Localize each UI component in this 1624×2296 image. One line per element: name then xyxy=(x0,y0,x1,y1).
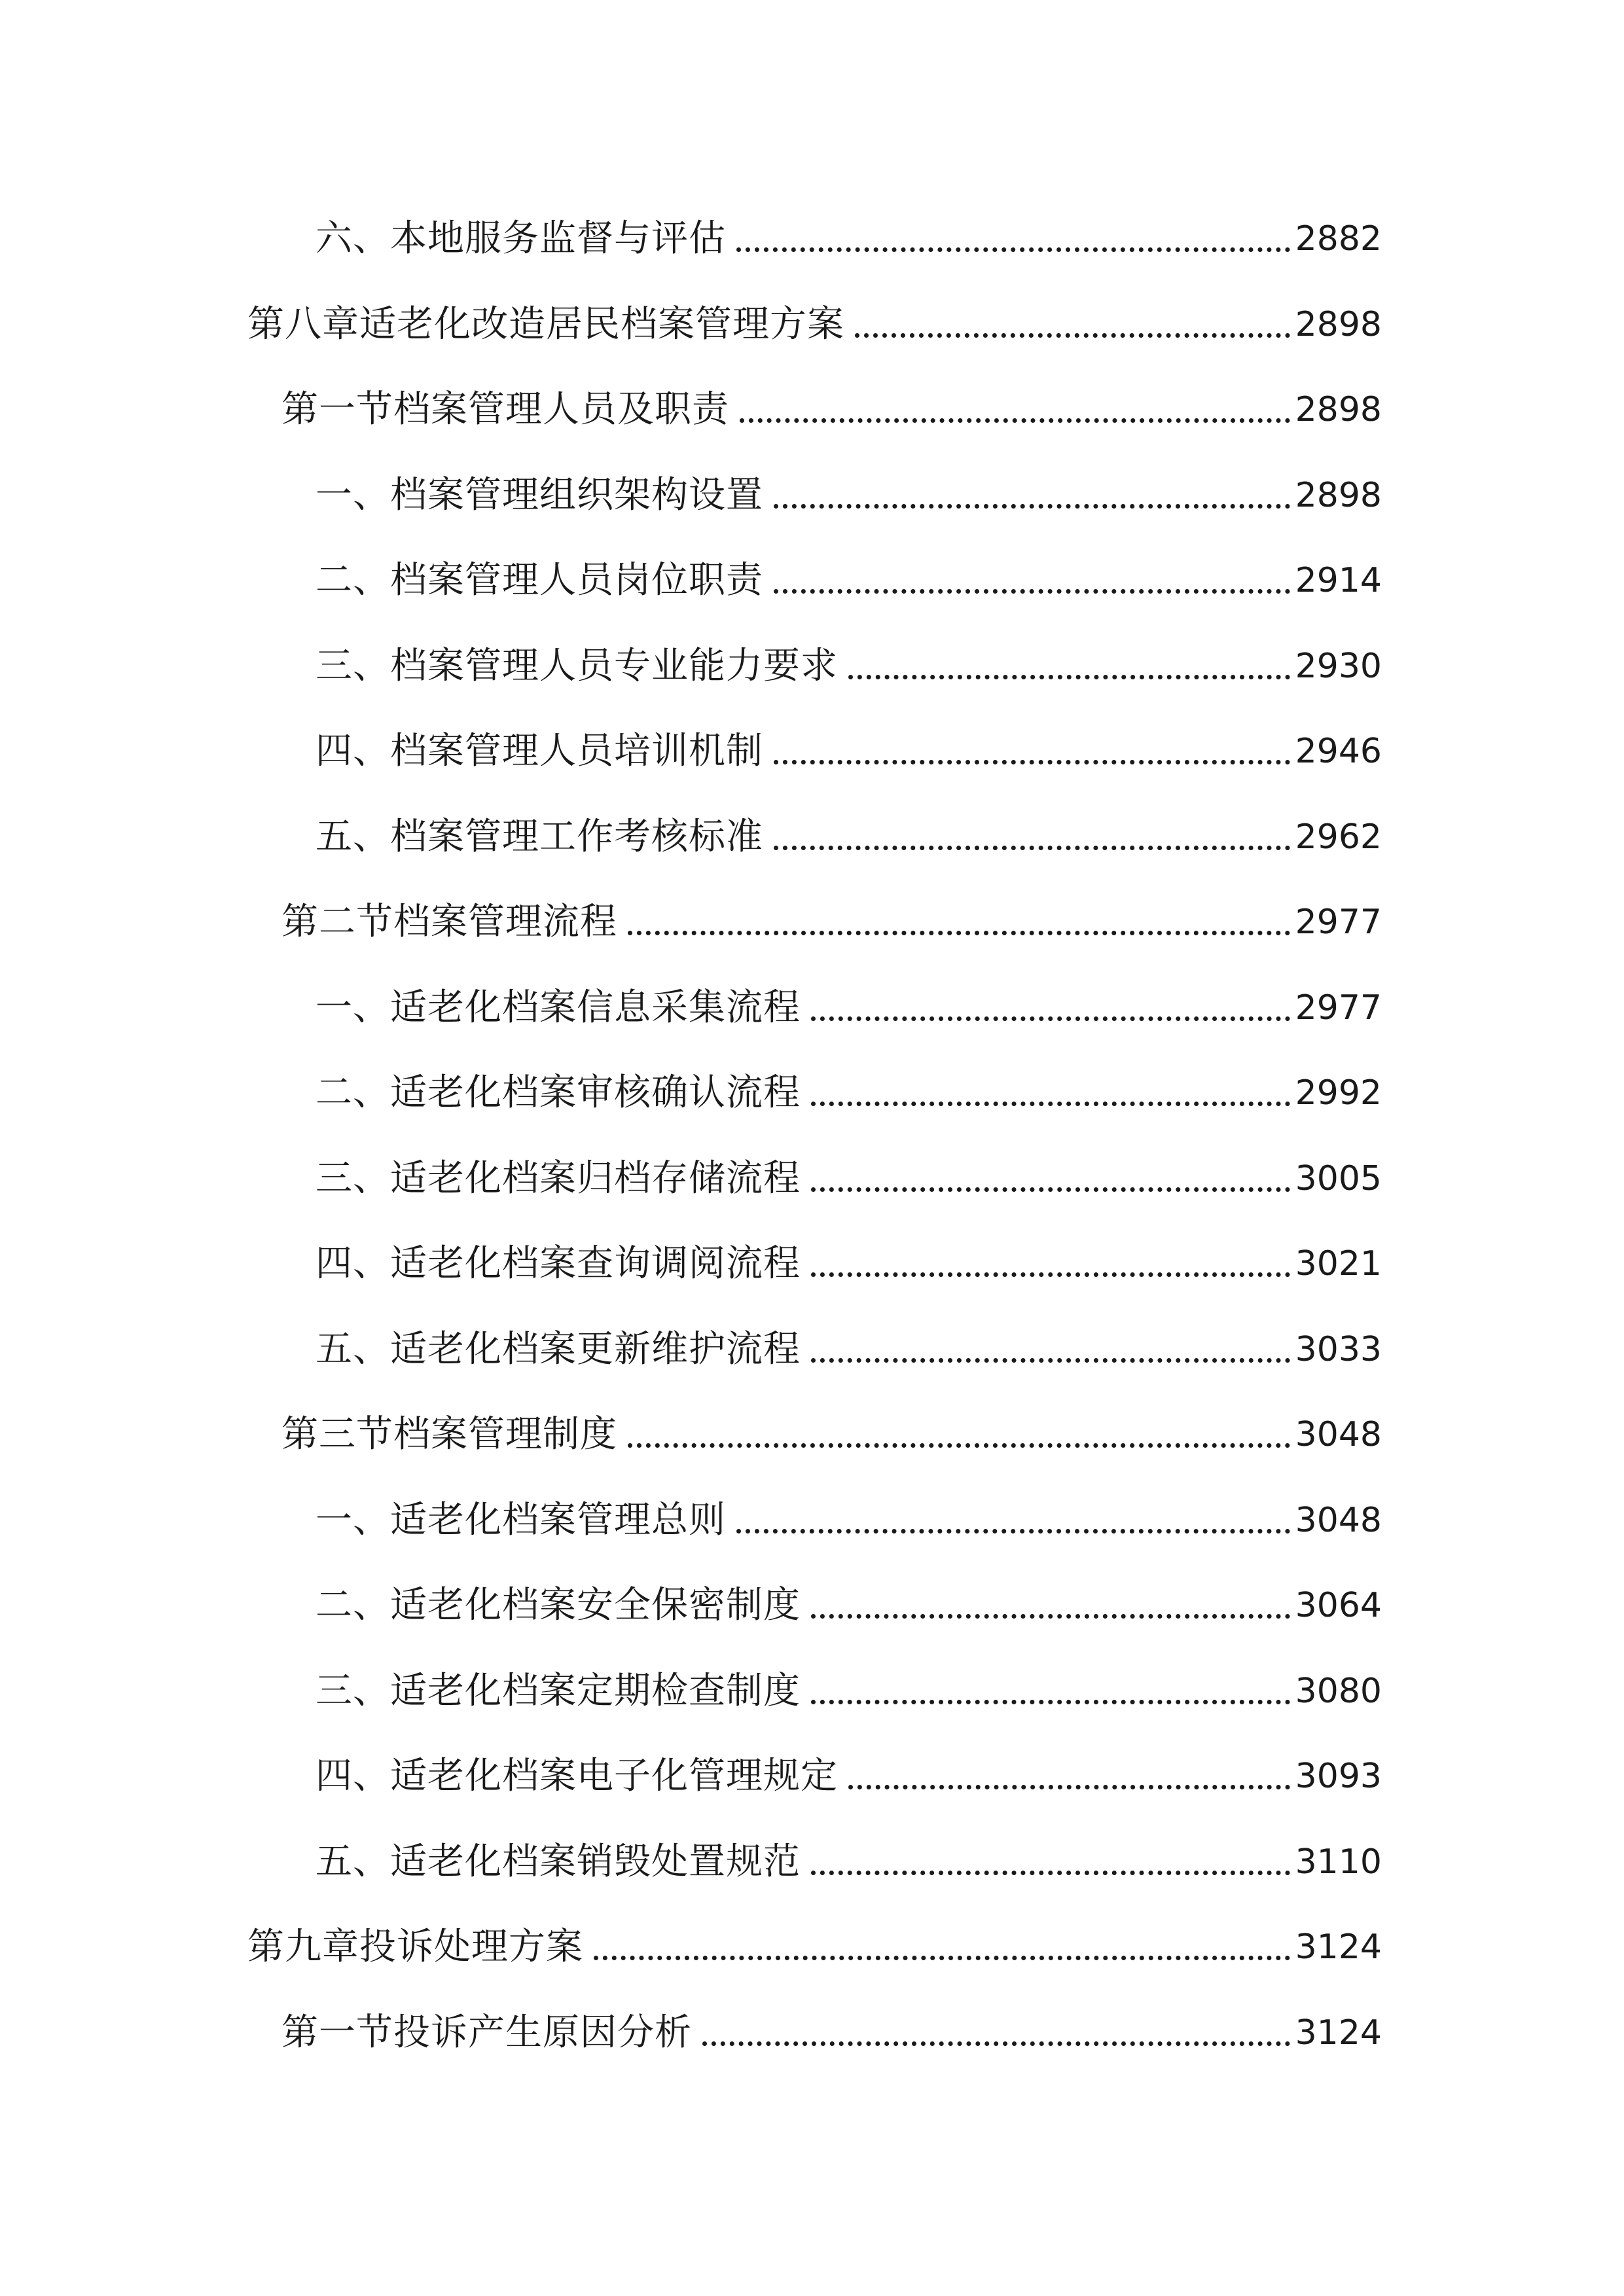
toc-entry[interactable] xyxy=(316,1579,1382,1632)
toc-entry[interactable] xyxy=(316,1323,1382,1376)
toc-entry-title: 六、本地服务监督与评估 xyxy=(316,217,726,260)
toc-entry[interactable] xyxy=(316,1153,1382,1205)
toc-entry-title: 四、档案管理人员培训机制 xyxy=(316,730,763,772)
toc-entry-title: 二、适老化档案安全保密制度 xyxy=(316,1584,801,1626)
toc-entry-title: 三、档案管理人员专业能力要求 xyxy=(316,645,838,687)
toc-entry-page-number: 2882 xyxy=(1295,219,1382,259)
toc-entry-page-number: 3080 xyxy=(1295,1672,1382,1711)
toc-entry-title: 四、适老化档案电子化管理规定 xyxy=(316,1755,838,1797)
toc-entry-title: 三、适老化档案定期检查制度 xyxy=(316,1670,801,1712)
toc-entry-page-number: 2962 xyxy=(1295,817,1382,857)
toc-dot-leader xyxy=(736,1529,1290,1534)
toc-entry-page-number: 2898 xyxy=(1295,390,1382,429)
toc-entry-title: 一、档案管理组织架构设置 xyxy=(316,474,763,516)
toc-entry-page-number: 3110 xyxy=(1295,1842,1382,1882)
toc-entry[interactable] xyxy=(281,1408,1382,1461)
toc-entry-page-number: 2946 xyxy=(1295,732,1382,771)
toc-entry-title: 第二节档案管理流程 xyxy=(281,901,617,943)
toc-entry[interactable] xyxy=(316,640,1382,692)
toc-dot-leader xyxy=(811,1102,1290,1106)
toc-dot-leader xyxy=(811,1187,1290,1192)
toc-entry-title: 四、适老化档案查询调阅流程 xyxy=(316,1242,801,1285)
toc-dot-leader xyxy=(740,418,1290,423)
toc-entry-title: 第三节档案管理制度 xyxy=(281,1413,617,1456)
toc-dot-leader xyxy=(628,931,1290,935)
toc-entry[interactable] xyxy=(281,2007,1382,2059)
toc-entry-title: 二、档案管理人员岗位职责 xyxy=(316,559,763,601)
toc-dot-leader xyxy=(811,1700,1290,1704)
toc-dot-leader xyxy=(855,333,1290,338)
toc-dot-leader xyxy=(811,1358,1290,1363)
toc-entry[interactable] xyxy=(316,213,1382,265)
toc-entry[interactable] xyxy=(247,298,1382,351)
toc-entry-page-number: 2992 xyxy=(1295,1073,1382,1113)
toc-entry[interactable] xyxy=(316,1836,1382,1888)
toc-entry[interactable] xyxy=(316,1238,1382,1290)
toc-dot-leader xyxy=(811,1016,1290,1021)
toc-entry-page-number: 2898 xyxy=(1295,305,1382,344)
toc-entry-page-number: 2914 xyxy=(1295,561,1382,600)
toc-entry-page-number: 2977 xyxy=(1295,988,1382,1028)
toc-entry-page-number: 3033 xyxy=(1295,1330,1382,1369)
toc-entry[interactable] xyxy=(316,1750,1382,1803)
toc-dot-leader xyxy=(736,247,1290,252)
toc-entry[interactable] xyxy=(316,554,1382,607)
toc-entry-title: 第一节档案管理人员及职责 xyxy=(281,388,729,431)
toc-entry-title: 一、适老化档案管理总则 xyxy=(316,1499,726,1541)
toc-dot-leader xyxy=(774,504,1290,509)
toc-entry-page-number: 2930 xyxy=(1295,647,1382,686)
toc-entry-title: 第九章投诉处理方案 xyxy=(247,1926,583,1968)
toc-dot-leader xyxy=(811,1272,1290,1277)
toc-dot-leader xyxy=(774,589,1290,594)
toc-entry-page-number: 3021 xyxy=(1295,1244,1382,1283)
toc-entry-page-number: 2898 xyxy=(1295,476,1382,515)
toc-entry[interactable] xyxy=(316,811,1382,863)
toc-entry-title: 第一节投诉产生原因分析 xyxy=(281,2011,692,2054)
toc-dot-leader xyxy=(774,760,1290,764)
toc-entry-title: 五、适老化档案销毁处置规范 xyxy=(316,1840,801,1883)
toc-entry[interactable] xyxy=(316,469,1382,522)
toc-dot-leader xyxy=(628,1443,1290,1448)
toc-entry[interactable] xyxy=(281,384,1382,436)
toc-entry-page-number: 3064 xyxy=(1295,1586,1382,1625)
toc-dot-leader xyxy=(811,1614,1290,1619)
toc-dot-leader xyxy=(774,846,1290,850)
toc-dot-leader xyxy=(848,675,1290,679)
toc-entry-title: 二、适老化档案审核确认流程 xyxy=(316,1071,801,1114)
toc-entry-page-number: 3093 xyxy=(1295,1757,1382,1796)
toc-dot-leader xyxy=(848,1785,1290,1789)
toc-entry[interactable] xyxy=(281,896,1382,948)
toc-entry-page-number: 3005 xyxy=(1295,1159,1382,1198)
toc-entry-page-number: 3048 xyxy=(1295,1415,1382,1454)
toc-entry-title: 三、适老化档案归档存储流程 xyxy=(316,1157,801,1200)
toc-entry[interactable] xyxy=(316,982,1382,1034)
toc-entry[interactable] xyxy=(316,1067,1382,1119)
toc-dot-leader xyxy=(702,2041,1290,2046)
toc-entry-page-number: 2977 xyxy=(1295,903,1382,942)
toc-entry-page-number: 3124 xyxy=(1295,2013,1382,2053)
toc-entry-title: 五、档案管理工作考核标准 xyxy=(316,816,763,858)
toc-entry[interactable] xyxy=(316,1665,1382,1717)
toc-dot-leader xyxy=(594,1956,1290,1960)
toc-entry[interactable] xyxy=(316,725,1382,778)
toc-dot-leader xyxy=(811,1871,1290,1875)
toc-entry[interactable] xyxy=(247,1921,1382,1973)
toc-entry-page-number: 3124 xyxy=(1295,1928,1382,1967)
toc-entry-page-number: 3048 xyxy=(1295,1501,1382,1540)
toc-entry-title: 五、适老化档案更新维护流程 xyxy=(316,1328,801,1371)
toc-entry-title: 第八章适老化改造居民档案管理方案 xyxy=(247,303,844,346)
toc-entry-title: 一、适老化档案信息采集流程 xyxy=(316,986,801,1029)
toc-entry[interactable] xyxy=(316,1494,1382,1547)
